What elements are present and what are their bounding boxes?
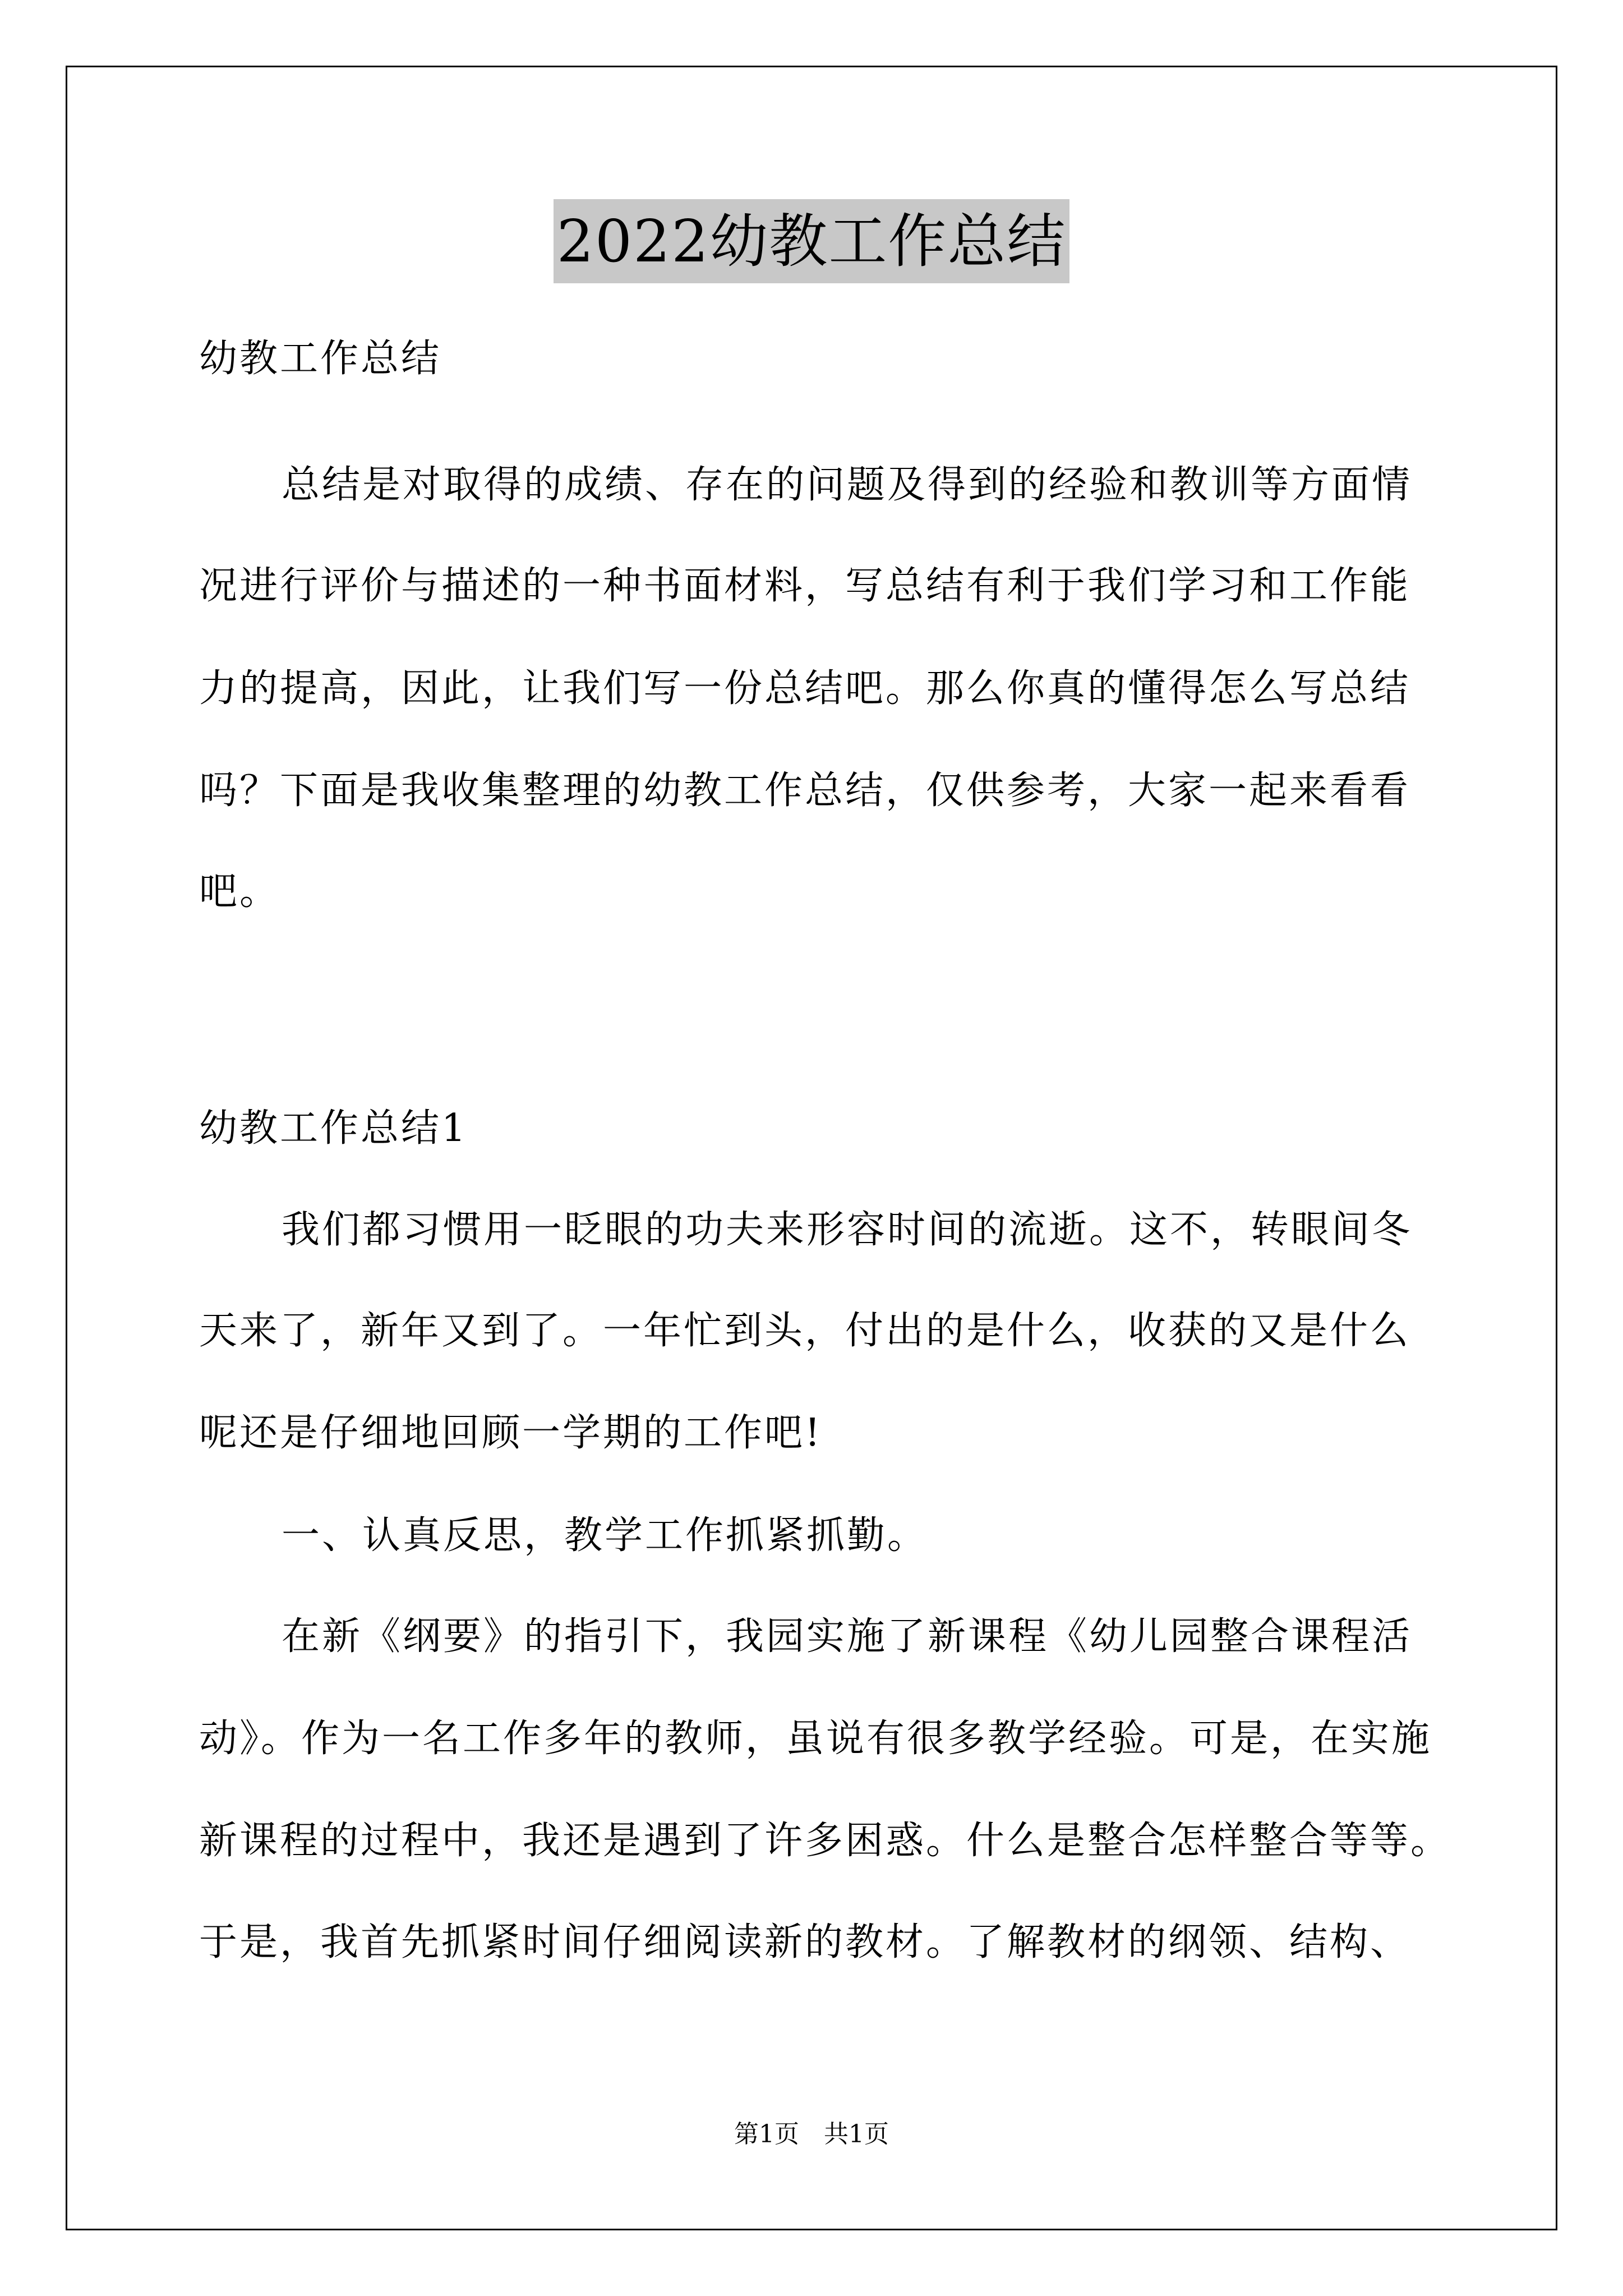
paragraph-line: 动》。作为一名工作多年的教师，虽说有很多教学经验。可是，在实施 <box>199 1717 1432 1761</box>
section-heading: 幼教工作总结 <box>199 337 442 381</box>
paragraph-line: 新课程的过程中，我还是遇到了许多困惑。什么是整合怎样整合等等。 <box>199 1819 1451 1863</box>
paragraph-line: 况进行评价与描述的一种书面材料，写总结有利于我们学习和工作能 <box>199 564 1411 608</box>
paragraph-line: 吗？下面是我收集整理的幼教工作总结，仅供参考，大家一起来看看 <box>199 769 1411 813</box>
page-footer: 第1页 共1页 <box>734 2120 889 2148</box>
paragraph-line: 吧。 <box>199 869 280 914</box>
paragraph-line: 总结是对取得的成绩、存在的问题及得到的经验和教训等方面情 <box>282 463 1413 507</box>
title-container <box>0 199 1623 283</box>
paragraph-line: 我们都习惯用一眨眼的功夫来形容时间的流逝。这不，转眼间冬 <box>282 1208 1413 1252</box>
paragraph-line: 呢还是仔细地回顾一学期的工作吧! <box>199 1411 823 1455</box>
section-heading: 幼教工作总结1 <box>199 1106 468 1151</box>
paragraph-line: 在新《纲要》的指引下，我园实施了新课程《幼儿园整合课程活 <box>282 1614 1413 1659</box>
paragraph-line: 于是，我首先抓紧时间仔细阅读新的教材。了解教材的纲领、结构、 <box>199 1920 1411 1964</box>
subheading-line: 一、认真反思，教学工作抓紧抓勤。 <box>282 1513 928 1558</box>
document-title: 2022幼教工作总结 <box>554 199 1070 283</box>
paragraph-line: 天来了，新年又到了。一年忙到头，付出的是什么，收获的又是什么 <box>199 1309 1411 1353</box>
paragraph-line: 力的提高，因此，让我们写一份总结吧。那么你真的懂得怎么写总结 <box>199 666 1411 711</box>
